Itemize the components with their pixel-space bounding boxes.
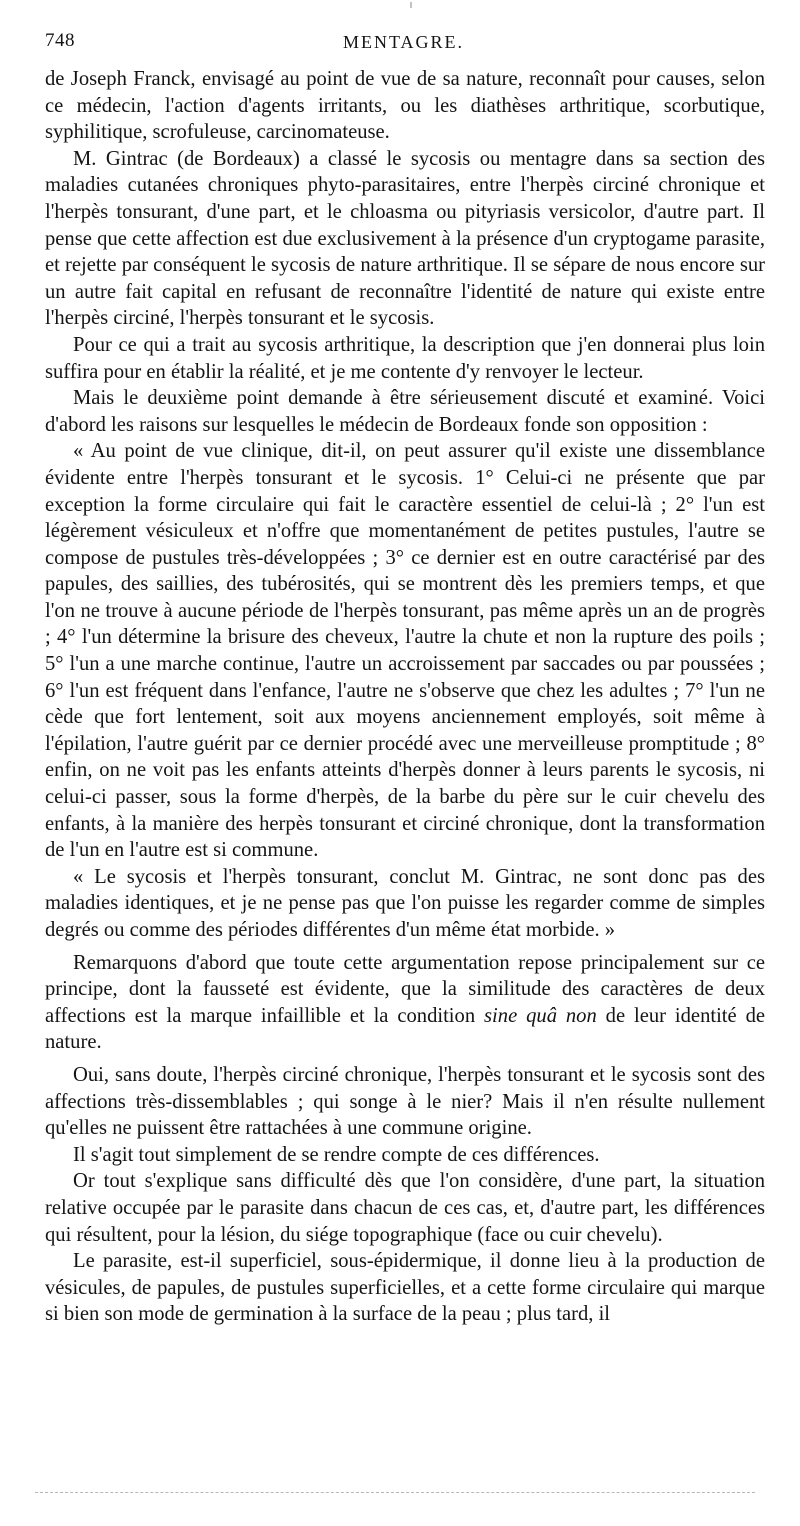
page-header [45,30,762,58]
page-body [45,66,765,1328]
paragraph-sycosis-arthritique: Pour ce qui a trait au sycosis arthritique, la description que j'en donnerai plus loin suffira pour en établir la réalité, et je me contente d'y renvoyer le lecteur. [45,333,765,383]
paragraph-remarquons [45,950,765,1056]
paragraph-continuation: de Joseph Franck, envisagé au point de vue de sa nature, reconnaît pour causes, selon ce médecin, l'action d'agents irritants, ou les diathèses arthritique, scorbutique, syphilitique, scrofuleuse, carcinomateuse. [45,68,765,144]
remarque-text-after: de leur identité de nature. [45,1004,766,1054]
running-title: MENTAGRE. [342,32,465,52]
paragraph-gintrac-classification: M. Gintrac (de Bordeaux) a classé le sycosis ou mentagre dans sa section des maladies cutanées chroniques phyto-parasitaires, entre l'herpès circiné chronique et l'herpès tonsurant, d'une part, et le chloasma ou pityriasis versicolor, d'autre part. Il pense que cette affection est due exclusivement à la présence d'un cryptogame parasite, et rejette par conséquent le sycosis de nature arthritique. Il se sépare de nous encore sur un autre fait capital en refusant de reconnaître l'identité de nature qui existe entre l'herpès circiné, l'herpès tonsurant et le sycosis. [45,147,765,330]
bottom-print-rule [35,1492,755,1493]
remarque-italic-phrase: sine quâ non [484,1004,597,1027]
print-speck [410,2,412,8]
page-number: 748 [45,30,75,51]
remarque-text-before: Remarquons d'abord que toute cette argumentation repose principalement sur ce principe, dont la fausseté est évidente, que la similitude des caractères de deux affections est la marque infaillible et la condition [45,951,765,1027]
paragraph-deuxieme-point: Mais le deuxième point demande à être sérieusement discuté et examiné. Voici d'abord les raisons sur lesquelles le médecin de Bordeaux fonde son opposition : [45,387,765,436]
paragraph-quotation-clinique: « Au point de vue clinique, dit-il, on peut assurer qu'il existe une dissemblance évidente entre l'herpès tonsurant et le sycosis. 1° Celui-ci ne présente que par exception la forme circulaire qui fait le caractère essentiel de celui-là ; 2° l'un est légèrement vésiculeux et n'offre que momentanément de petites pustules, l'autre se compose de pustules très-développées ; 3° ce dernier est en outre caractérisé par des papules, des saillies, des tubérosités, qui se montrent dès les premiers temps, et que l'on ne trouve à aucune période de l'herpès tonsurant, pas même après un an de progrès ; 4° l'un détermine la brisure des cheveux, l'autre la chute et non la rupture des poils ; 5° l'un a une marche continue, l'autre un accroissement par saccades ou par poussées ; 6° l'un est fréquent dans l'enfance, l'autre ne s'observe que chez les adultes ; 7° l'un ne cède que fort lentement, soit aux moyens anciennement employés, soit même à l'épilation, l'autre guérit par ce dernier procédé avec une merveilleuse promptitude ; 8° enfin, on ne voit pas les enfants atteints d'herpès donner à leurs parents le sycosis, ni celui-ci passer, sous la forme d'herpès, de la barbe du père sur le cuir chevelu des enfants, à la manière des herpès tonsurant et circiné chronique, dont la transformation de l'un en l'autre est si commune. [45,440,765,862]
paragraph-quotation-conclusion: « Le sycosis et l'herpès tonsurant, conclut M. Gintrac, ne sont donc pas des maladies identiques, et je ne pense pas que l'on puisse les regarder comme de simples degrés ou comme des périodes différentes d'un même état morbide. » [45,865,765,941]
paragraph-le-parasite: Le parasite, est-il superficiel, sous-épidermique, il donne lieu à la production de vésicules, de papules, de pustules superficielles, et a cette forme circulaire qui marque si bien son mode de germination à la surface de la peau ; plus tard, il [45,1250,765,1326]
paragraph-il-s-agit: Il s'agit tout simplement de se rendre compte de ces différences. [73,1143,600,1166]
paragraph-oui-sans-doute: Oui, sans doute, l'herpès circiné chronique, l'herpès tonsurant et le sycosis sont des affections très-dissemblables ; qui songe à le nier? Mais il n'en résulte nullement qu'elles ne puissent être rattachées à une commune origine. [45,1063,765,1140]
paragraph-or-tout: Or tout s'explique sans difficulté dès que l'on considère, d'une part, la situation relative occupée par le parasite dans chacun de ces cas, et, d'autre part, les différences qui résultent, pour la lésion, du siége topographique (face ou cuir chevelu). [45,1170,765,1246]
